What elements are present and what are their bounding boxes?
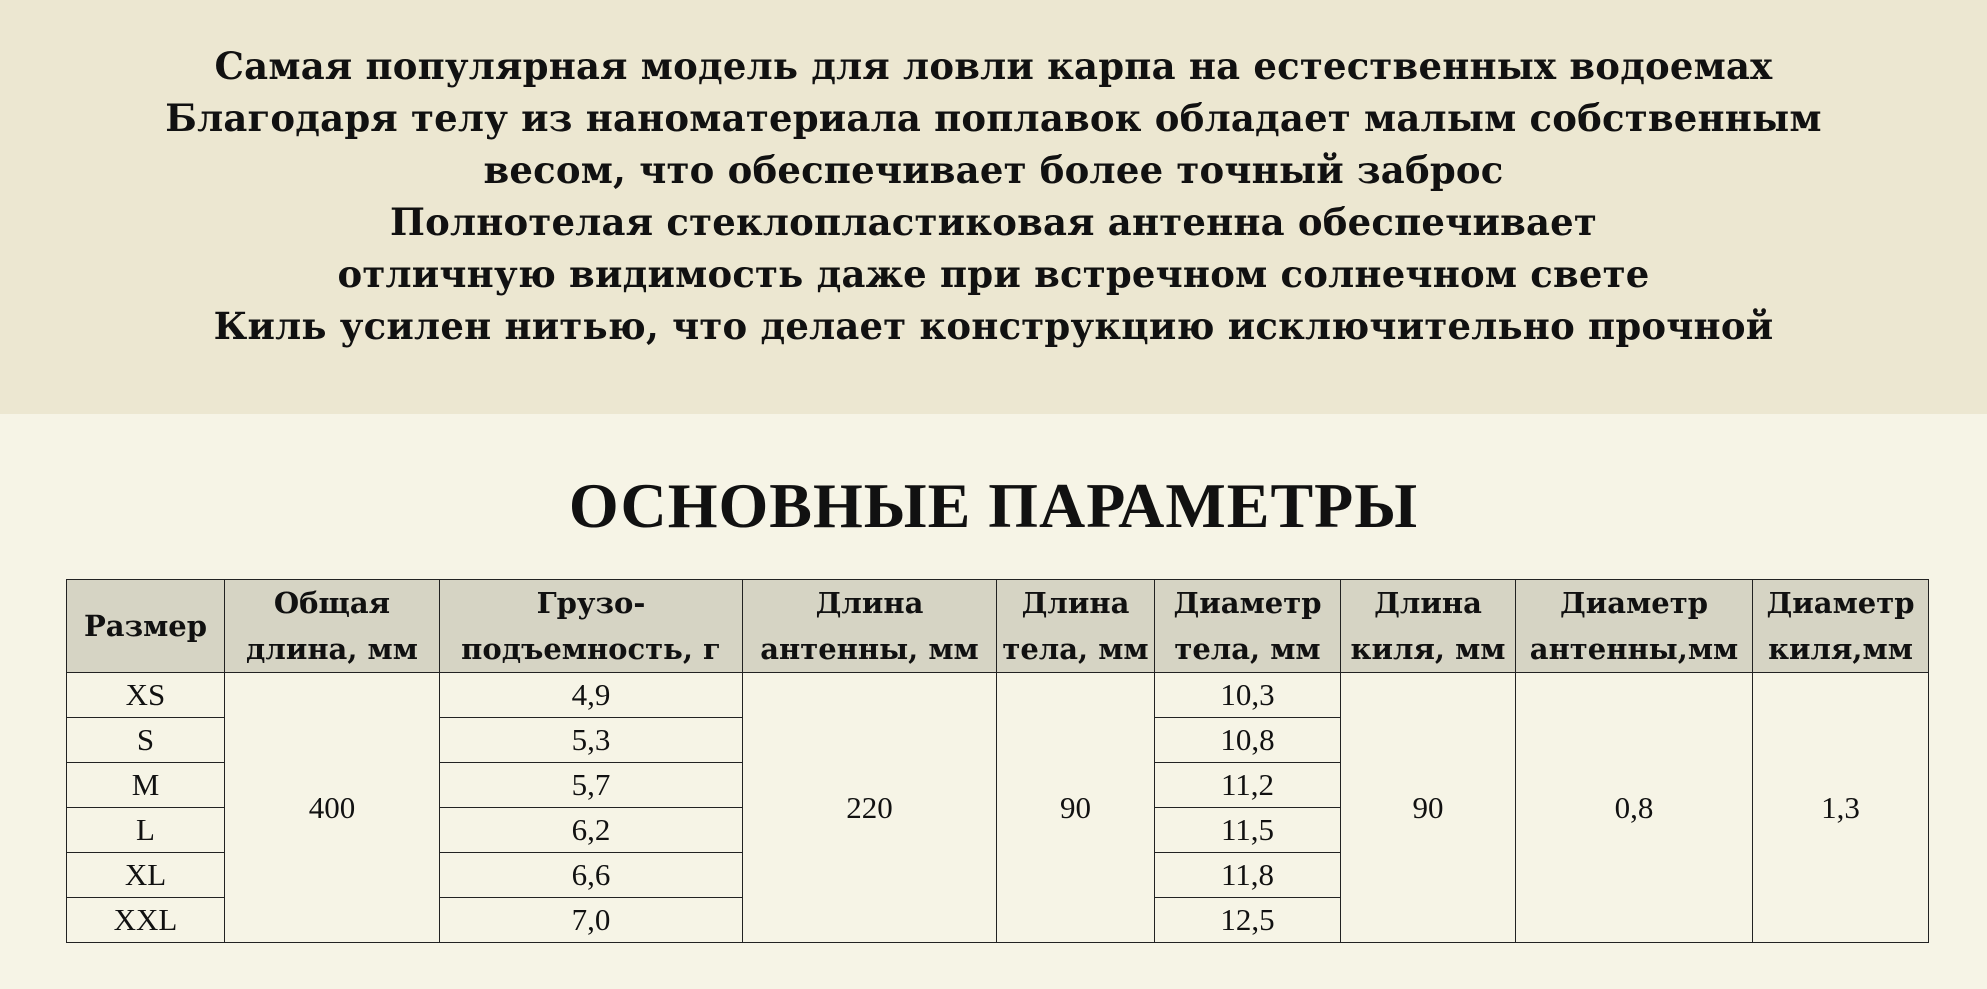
header-body-diameter: Диаметр тела, мм	[1155, 580, 1341, 673]
load-capacity-cell: 5,3	[440, 718, 743, 763]
description-line: Самая популярная модель для ловли карпа на естественных водоемах	[214, 44, 1773, 88]
header-body-length: Длина тела, мм	[997, 580, 1155, 673]
body-diameter-cell: 11,8	[1155, 853, 1341, 898]
body-diameter-cell: 10,3	[1155, 673, 1341, 718]
header-antenna-diameter: Диаметр антенны,мм	[1516, 580, 1753, 673]
description-line: Полнотелая стеклопластиковая антенна обеспечивает	[389, 200, 1598, 244]
description-line: Киль усилен нитью, что делает конструкцию исключительно прочной	[213, 304, 1774, 348]
total-length-cell: 400	[225, 673, 440, 943]
table-header-row	[67, 580, 1929, 673]
header-size: Размер	[67, 580, 225, 673]
antenna-length-cell: 220	[743, 673, 997, 943]
table-row	[67, 673, 1929, 718]
header-antenna-length: Длина антенны, мм	[743, 580, 997, 673]
load-capacity-cell: 6,6	[440, 853, 743, 898]
header-load-capacity: Грузо- подъемность, г	[440, 580, 743, 673]
size-cell: L	[67, 808, 225, 853]
size-cell: XL	[67, 853, 225, 898]
body-diameter-cell: 11,5	[1155, 808, 1341, 853]
load-capacity-cell: 6,2	[440, 808, 743, 853]
header-total-length: Общая длина, мм	[225, 580, 440, 673]
size-cell: XS	[67, 673, 225, 718]
keel-diameter-cell: 1,3	[1753, 673, 1929, 943]
load-capacity-cell: 4,9	[440, 673, 743, 718]
product-description	[0, 40, 1987, 352]
size-cell: S	[67, 718, 225, 763]
keel-length-cell: 90	[1341, 673, 1516, 943]
body-diameter-cell: 11,2	[1155, 763, 1341, 808]
section-title: ОСНОВНЫЕ ПАРАМЕТРЫ	[568, 470, 1419, 541]
description-line: весом, что обеспечивает более точный заброс	[483, 148, 1504, 192]
description-line: отличную видимость даже при встречном солнечном свете	[337, 252, 1650, 296]
body-length-cell: 90	[997, 673, 1155, 943]
antenna-diameter-cell: 0,8	[1516, 673, 1753, 943]
load-capacity-cell: 5,7	[440, 763, 743, 808]
header-keel-length: Длина киля, мм	[1341, 580, 1516, 673]
body-diameter-cell: 12,5	[1155, 898, 1341, 943]
load-capacity-cell: 7,0	[440, 898, 743, 943]
size-cell: M	[67, 763, 225, 808]
description-line: Благодаря телу из наноматериала поплавок обладает малым собственным	[165, 96, 1822, 140]
size-cell: XXL	[67, 898, 225, 943]
parameters-table	[66, 579, 1929, 943]
header-keel-diameter: Диаметр киля,мм	[1753, 580, 1929, 673]
body-diameter-cell: 10,8	[1155, 718, 1341, 763]
